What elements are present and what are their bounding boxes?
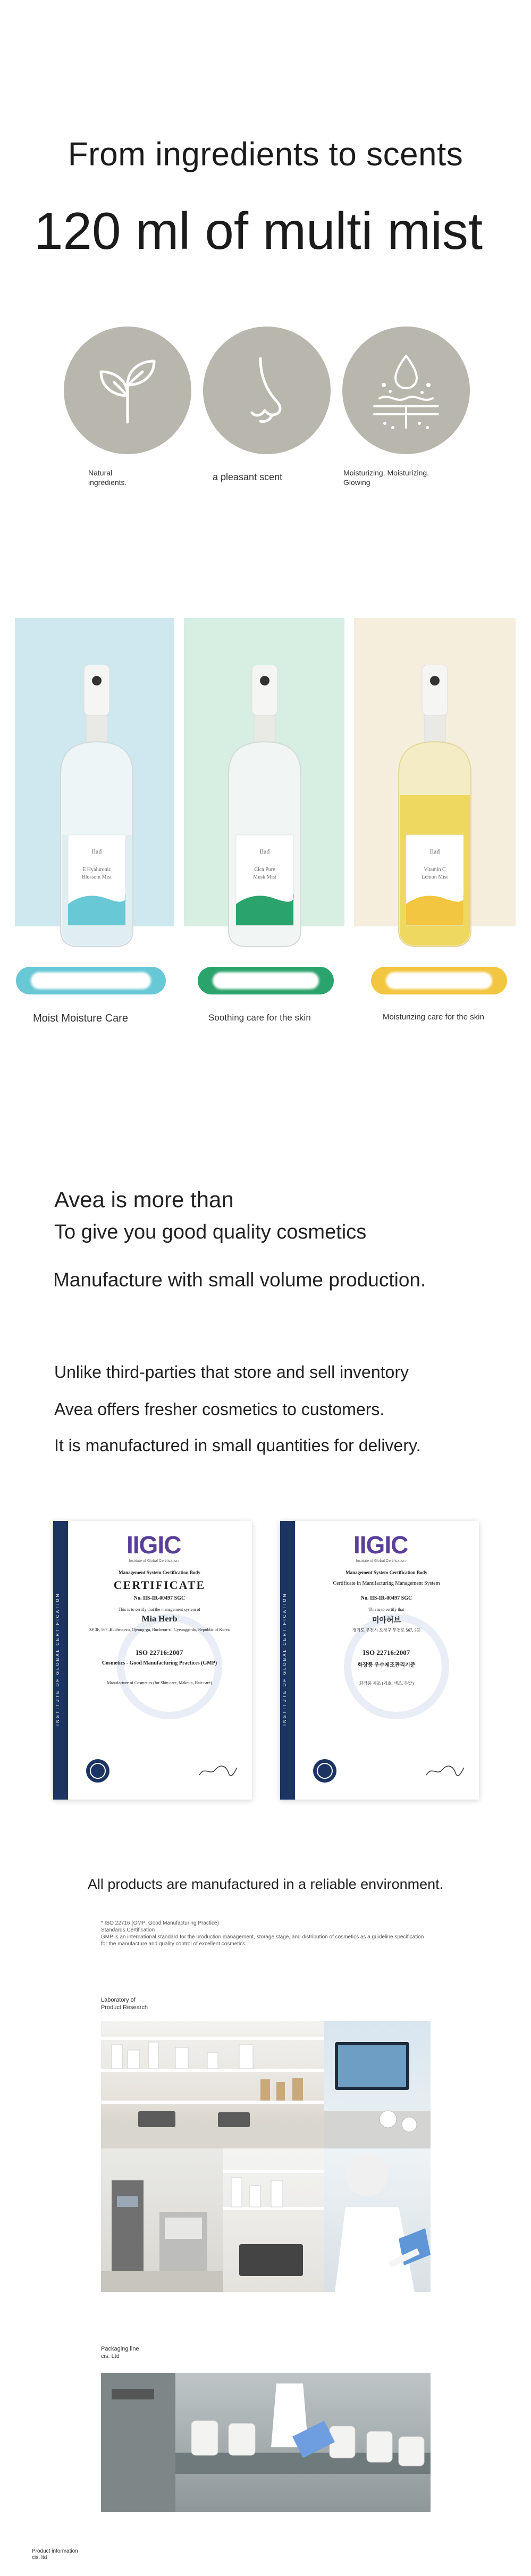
certificate-text: Management System Certification Body (119, 1570, 200, 1575)
reliable-heading: All products are manufactured in a reliable environment. (87, 1876, 444, 1892)
nose-icon (203, 327, 331, 454)
certificate-text: 화장품 제조 (기초, 색조, 두발) (359, 1681, 414, 1686)
product-caption: Moist Moisture Care (33, 1013, 128, 1024)
feature-label-scent: a pleasant scent (213, 472, 283, 482)
seal-icon (312, 1758, 338, 1784)
certificate-band-text: INSTITUTE OF GLOBAL CERTIFICATION (55, 1592, 60, 1726)
svg-text:Lemon Mist: Lemon Mist (422, 874, 448, 880)
certificate-logo: IIGIC Institute of Global Certification (127, 1531, 181, 1563)
mist-bottle-image (49, 665, 145, 952)
skin-icon (342, 327, 470, 454)
svg-text:Musk Mist: Musk Mist (253, 874, 276, 880)
about-text: It is manufactured in small quantities for delivery. (54, 1436, 421, 1455)
about-text: Avea offers fresher cosmetics to customers. (54, 1400, 385, 1419)
certificate-heading: CERTIFICATE (113, 1578, 206, 1592)
color-bar (16, 967, 166, 994)
svg-text:Blossom Mist: Blossom Mist (82, 874, 112, 880)
laboratory-photo (223, 2148, 324, 2292)
product-caption: Soothing care for the skin (208, 1013, 311, 1023)
certificate-image (53, 1521, 252, 1800)
mist-bottle-image (387, 665, 483, 952)
laboratory-photo (101, 2148, 223, 2292)
seal-icon (85, 1758, 111, 1784)
certificate-text: No. IIS-IR-00497 SGC (133, 1595, 186, 1601)
certificate-text: ISO 22716:2007 (136, 1649, 183, 1657)
svg-text:Ilad: Ilad (91, 848, 102, 855)
iso-note: * ISO 22716 (GMP: Good Manufacturing Practice) Standards Certification GMP is an international standard for the production management, storage stage, and distribution of cosmetics as a guideline specification for the manufacture and quality control of excellent cosmetics. (101, 1920, 424, 1947)
feature-label-moisture: Moisturizing. Moisturizing. Glowing (343, 469, 429, 487)
certificate-text: 화장품 우수제조관리기준 (357, 1662, 416, 1668)
section-title: From ingredients to scents (68, 136, 463, 173)
svg-text:Cica Pure: Cica Pure (254, 867, 275, 873)
packaging-label: Packaging line cis. Ltd (101, 2346, 139, 2360)
leaf-icon (64, 327, 191, 454)
certificate-heading: Certificate in Manufacturing Management System (333, 1580, 440, 1586)
signature-image (197, 1760, 239, 1782)
signature-image (424, 1760, 466, 1782)
svg-text:Ilad: Ilad (429, 848, 440, 855)
certificate-text: ISO 22716:2007 (363, 1649, 410, 1657)
about-text: To give you good quality cosmetics (54, 1221, 367, 1243)
lab-label: Laboratory of Product Research (101, 1997, 148, 2011)
certificate-text: Mia Herb (141, 1615, 178, 1624)
certificate-text: No. IIS-IR-00497 SGC (360, 1595, 412, 1601)
certificate-text: 미아허브 (372, 1617, 401, 1625)
laboratory-photo (324, 2021, 431, 2148)
about-text: Manufacture with small volume production. (53, 1269, 426, 1291)
feature-label-natural: Natural ingredients. (88, 469, 127, 487)
svg-text:E Hyaluronic: E Hyaluronic (82, 867, 111, 873)
certificate-text: This is to certify that the management system of (118, 1607, 201, 1612)
certificate-logo: IIGIC Institute of Global Certification (353, 1531, 408, 1563)
laboratory-photo (324, 2148, 431, 2292)
section-subtitle: 120 ml of multi mist (34, 202, 483, 260)
about-heading: Avea is more than (54, 1187, 234, 1212)
product-info-label: Product information cis. ltd (32, 2548, 78, 2561)
certificate-text: 경기도 부천시 오정구 부천로 567, 3층 (352, 1628, 421, 1633)
mist-bottle-image (217, 665, 313, 952)
certificate-text: Manufacture of Cosmetics (for Skin care, Makeup, Hair care) (107, 1680, 212, 1685)
svg-text:Vitamin C: Vitamin C (424, 867, 446, 873)
certificate-text: Management System Certification Body (345, 1570, 427, 1575)
about-text: Unlike third-parties that store and sell inventory (54, 1362, 409, 1382)
svg-text:Ilad: Ilad (259, 848, 270, 855)
certificate-text: Cosmetics - Good Manufacturing Practices (GMP) (102, 1660, 217, 1666)
certificate-text: This is to certify that (368, 1607, 404, 1612)
packaging-line-photo (101, 2373, 431, 2512)
product-caption: Moisturizing care for the skin (383, 1013, 484, 1022)
certificate-band-text: INSTITUTE OF GLOBAL CERTIFICATION (282, 1592, 287, 1726)
laboratory-photo (101, 2021, 324, 2148)
color-bar (198, 967, 334, 994)
certificate-text: 3F 3F, 567 ,Bucheon-ro, Ojeong-gu, Bucheon-si, Gyeonggi-do, Republic of Korea (89, 1627, 230, 1632)
certificate-image (280, 1521, 479, 1800)
color-bar (371, 967, 507, 994)
